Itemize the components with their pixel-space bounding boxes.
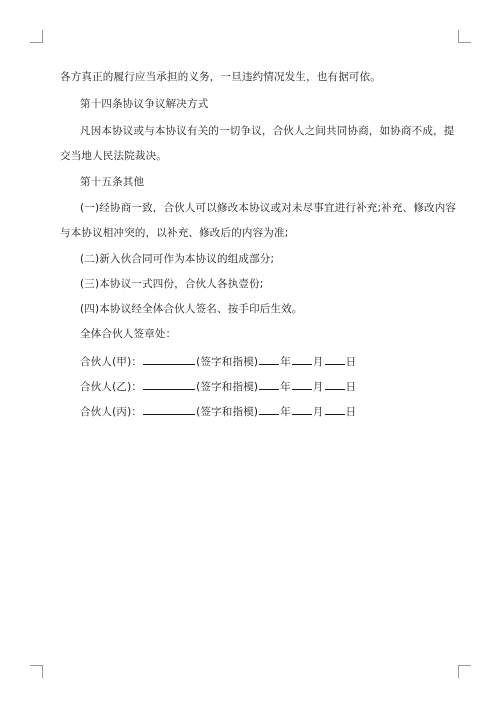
clause-4-line: (四)本协议经全体合伙人签名、按手印后生效。: [80, 303, 303, 315]
crop-mark-bottom-left: [30, 665, 43, 678]
name-blank[interactable]: [143, 353, 195, 365]
paragraph-line: 各方真正的履行应当承担的义务，一旦违约情况发生，也有据可依。: [60, 71, 381, 83]
day-blank[interactable]: [325, 378, 345, 390]
day-label: 日: [345, 381, 357, 393]
month-blank[interactable]: [292, 378, 312, 390]
signature-row: [80, 378, 356, 394]
crop-mark-bottom-right: [458, 665, 471, 678]
month-label: 月: [312, 406, 324, 418]
crop-mark-top-right: [458, 30, 471, 43]
signatory-label: 合伙人(甲)：: [80, 356, 143, 368]
year-label: 年: [280, 406, 291, 418]
signature-note: (签字和指模): [196, 356, 259, 368]
signature-row: [80, 353, 356, 369]
month-blank[interactable]: [292, 353, 312, 365]
day-blank[interactable]: [325, 403, 345, 415]
article-15-heading: 第十五条其他: [80, 176, 145, 188]
signature-note: (签字和指模): [196, 406, 259, 418]
name-blank[interactable]: [143, 378, 195, 390]
year-label: 年: [280, 381, 291, 393]
signature-section-heading: 全体合伙人签章处：: [80, 328, 177, 340]
month-blank[interactable]: [292, 403, 312, 415]
clause-1-line: (一)经协商一致，合伙人可以修改本协议或对未尽事宜进行补充;补充、修改内容: [80, 202, 457, 214]
year-blank[interactable]: [259, 353, 279, 365]
day-blank[interactable]: [325, 353, 345, 365]
year-blank[interactable]: [259, 378, 279, 390]
name-blank[interactable]: [143, 403, 195, 415]
crop-mark-top-left: [30, 30, 43, 43]
signature-note: (签字和指模): [196, 381, 259, 393]
signatory-label: 合伙人(乙)：: [80, 381, 143, 393]
clause-3-line: (三)本协议一式四份，合伙人各执壹份;: [80, 278, 264, 290]
day-label: 日: [345, 356, 357, 368]
day-label: 日: [345, 406, 357, 418]
article-14-heading: 第十四条协议争议解决方式: [80, 98, 209, 110]
clause-2-line: (二)新入伙合同可作为本协议的组成部分;: [80, 253, 275, 265]
month-label: 月: [312, 356, 324, 368]
paragraph-line: 凡因本协议或与本协议有关的一切争议，合伙人之间共同协商，如协商不成，提: [80, 125, 455, 137]
paragraph-line: 交当地人民法院裁决。: [60, 150, 167, 162]
signature-row: [80, 403, 356, 419]
signatory-label: 合伙人(丙)：: [80, 406, 143, 418]
clause-1-line: 与本协议相冲突的，以补充、修改后的内容为准;: [60, 227, 289, 239]
month-label: 月: [312, 381, 324, 393]
year-blank[interactable]: [259, 403, 279, 415]
year-label: 年: [280, 356, 291, 368]
